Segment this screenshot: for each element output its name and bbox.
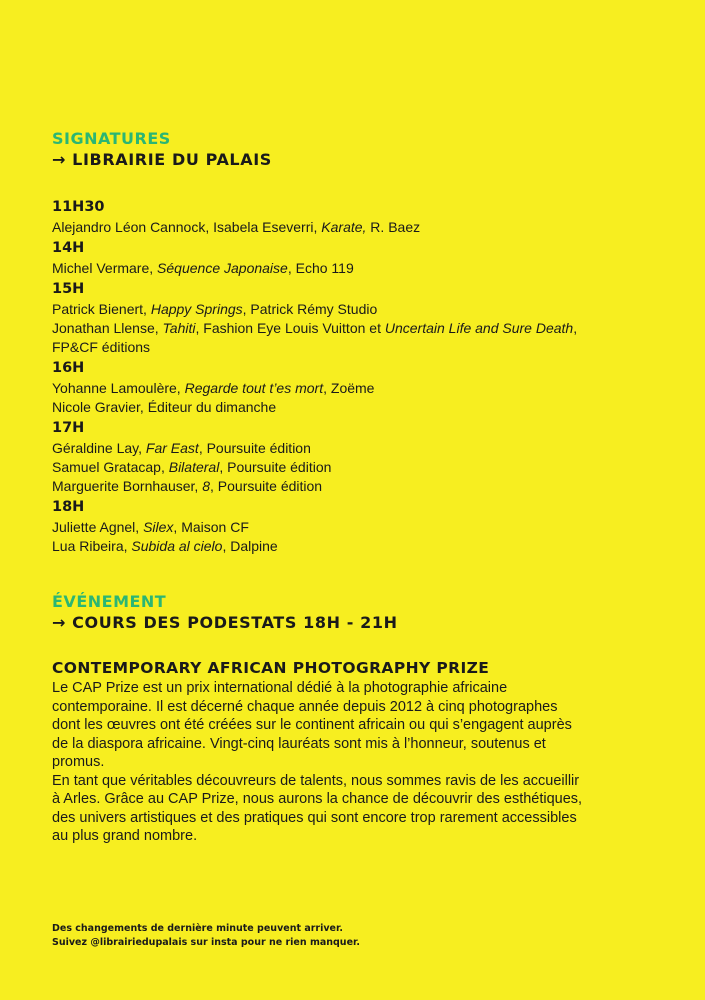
signature-entry — [52, 518, 577, 537]
signature-schedule — [52, 197, 577, 557]
work-title: Silex — [143, 519, 174, 535]
author-text: Samuel Gratacap, — [52, 459, 169, 475]
slot-time: 14H — [52, 240, 85, 256]
signature-entry — [52, 319, 577, 338]
prize-text-line: Le CAP Prize est un prix international dédié à la photographie africaine — [52, 680, 508, 696]
signature-entry — [52, 398, 577, 417]
publisher-text: , Echo 119 — [287, 260, 354, 276]
schedule-slot — [52, 238, 577, 278]
schedule-slot — [52, 418, 577, 496]
prize-text-line: des univers artistiques et des pratiques qui sont encore trop rarement accessibles — [52, 809, 577, 826]
publisher-text: , — [573, 320, 578, 336]
work-title: 8 — [202, 478, 210, 494]
publisher-text: , Zoëme — [323, 380, 375, 396]
signatures-title: SIGNATURES — [52, 129, 171, 148]
signature-entry — [52, 259, 577, 278]
work-title: Regarde tout t’es mort — [184, 380, 324, 396]
publisher-text: , Fashion Eye Louis Vuitton et — [195, 320, 385, 336]
author-text: Alejandro Léon Cannock, Isabela Eseverri, — [52, 219, 322, 235]
signature-entry — [52, 477, 577, 496]
author-text: Jonathan Llense, — [52, 320, 163, 336]
prize-text-line: dont les œuvres ont été créées sur le continent africain ou qui s’engagent auprès — [52, 717, 572, 733]
author-text: Marguerite Bornhauser, — [52, 478, 203, 494]
work-title: Happy Springs — [150, 301, 243, 317]
event-header — [52, 592, 398, 634]
signature-entry — [52, 537, 577, 556]
author-text: Michel Vermare, — [52, 260, 158, 276]
publisher-text: , Poursuite édition — [210, 478, 323, 494]
author-text: Juliette Agnel, — [52, 519, 144, 535]
author-text: Géraldine Lay, — [52, 440, 146, 456]
prize-text-line: promus. — [52, 754, 105, 770]
work-title: Tahiti — [162, 320, 196, 336]
work-title: Séquence Japonaise — [157, 260, 288, 276]
publisher-text: , Poursuite édition — [198, 440, 311, 456]
work-title: Bilateral — [168, 459, 220, 475]
work-title: Subida al cielo — [131, 538, 223, 554]
signature-entry — [52, 338, 577, 357]
prize-section — [52, 657, 652, 846]
signature-entry — [52, 379, 577, 398]
work-title: Uncertain Life and Sure Death — [384, 320, 574, 336]
slot-time: 11H30 — [52, 199, 105, 215]
schedule-slot — [52, 197, 577, 237]
work-title: Karate, — [321, 219, 367, 235]
publisher-text: , Patrick Rémy Studio — [242, 301, 378, 317]
publisher-text: R. Baez — [366, 219, 421, 235]
footer-line-1: Des changements de dernière minute peuvent arriver. — [52, 923, 343, 934]
publisher-text: , Poursuite édition — [219, 459, 332, 475]
prize-text-line: au plus grand nombre. — [52, 828, 198, 844]
prize-text-line: de la diaspora africaine. Vingt-cinq lauréats sont mis à l’honneur, soutenus et — [52, 735, 546, 752]
slot-time: 17H — [52, 420, 85, 436]
author-text: Patrick Bienert, — [52, 301, 151, 317]
signatures-location: → LIBRAIRIE DU PALAIS — [52, 150, 272, 169]
event-location: → COURS DES PODESTATS 18H - 21H — [52, 613, 398, 632]
prize-text-line: contemporaine. Il est décerné chaque année depuis 2012 à cinq photographes — [52, 698, 558, 715]
signature-entry — [52, 300, 577, 319]
signatures-header — [52, 129, 272, 171]
prize-description — [52, 679, 652, 846]
schedule-slot — [52, 497, 577, 556]
publisher-text: , Dalpine — [222, 538, 278, 554]
author-text: Yohanne Lamoulère, — [52, 380, 185, 396]
prize-text-line: à Arles. Grâce au CAP Prize, nous aurons la chance de découvrir des esthétiques, — [52, 791, 583, 807]
author-text: FP&CF éditions — [52, 339, 151, 355]
work-title: Far East — [145, 440, 199, 456]
signature-entry — [52, 218, 577, 237]
prize-text-line: En tant que véritables découvreurs de talents, nous sommes ravis de les accueillir — [52, 772, 580, 789]
schedule-slot — [52, 279, 577, 357]
author-text: Nicole Gravier, Éditeur du dimanche — [52, 399, 277, 415]
footer-note — [52, 922, 360, 950]
signature-entry — [52, 458, 577, 477]
publisher-text: , Maison CF — [173, 519, 249, 535]
schedule-slot — [52, 358, 577, 417]
event-title: ÉVÉNEMENT — [52, 592, 167, 611]
slot-time: 18H — [52, 499, 85, 515]
author-text: Lua Ribeira, — [52, 538, 132, 554]
slot-time: 15H — [52, 281, 85, 297]
signature-entry — [52, 439, 577, 458]
footer-line-2: Suivez @librairiedupalais sur insta pour ne rien manquer. — [52, 937, 360, 948]
prize-title: CONTEMPORARY AFRICAN PHOTOGRAPHY PRIZE — [52, 659, 490, 677]
slot-time: 16H — [52, 360, 85, 376]
